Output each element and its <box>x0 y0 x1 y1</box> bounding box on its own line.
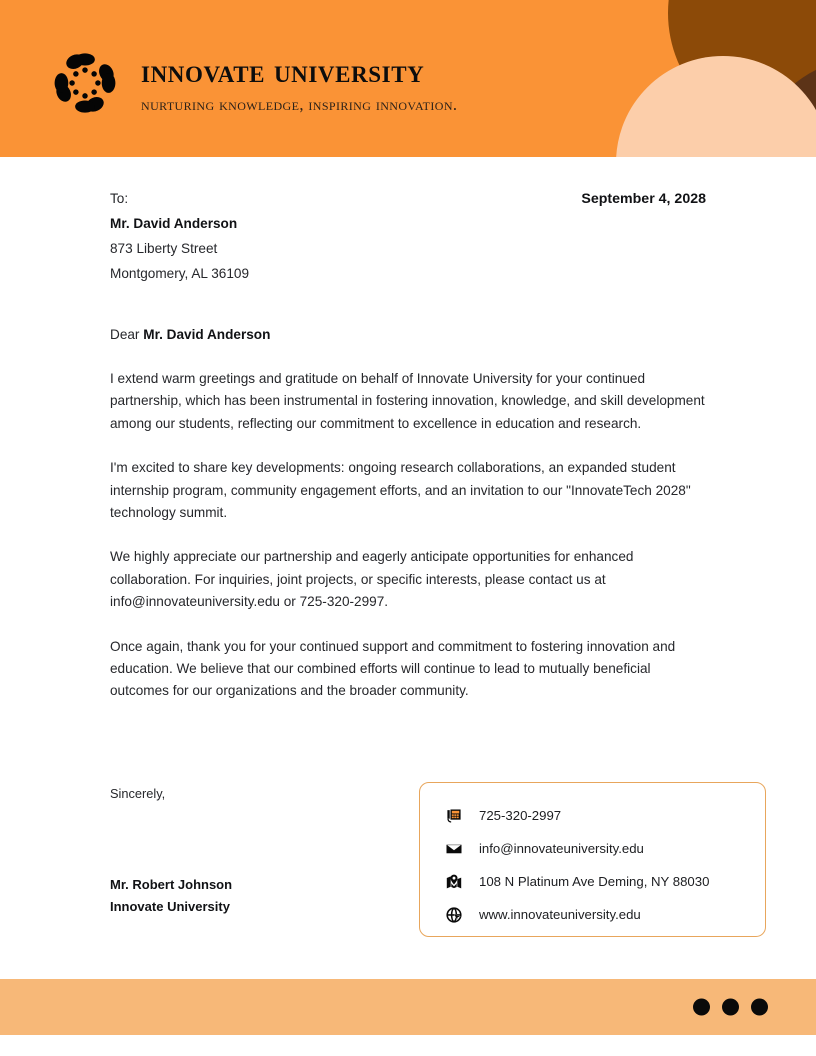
recipient-address-block <box>110 186 249 286</box>
organization-title: innovate university <box>141 53 425 90</box>
salutation <box>110 324 706 346</box>
closing-text: Sincerely, <box>110 786 166 801</box>
recipient-address-line-1: 873 Liberty Street <box>110 241 218 256</box>
contact-row-address <box>444 865 765 898</box>
letter-date: September 4, 2028 <box>581 191 706 207</box>
brand-text-block <box>141 51 457 116</box>
letter-paragraph-1: I extend warm greetings and gratitude on behalf of Innovate University for your continued partnership, which has been instrumental in fostering innovation, knowledge, and skill development among our students, reflecting our commitment to excellence in education and research. <box>110 371 705 431</box>
letterhead-header <box>0 0 816 157</box>
signer-name: Mr. Robert Johnson <box>110 877 233 892</box>
globe-cursor-icon <box>444 905 463 924</box>
contact-row-phone <box>444 799 765 832</box>
brand-lockup <box>47 45 457 121</box>
signature-block <box>110 874 232 918</box>
letter-paragraph-3: We highly appreciate our partnership and eagerly anticipate opportunities for enhanced collaboration. For inquiries, joint projects, or specific interests, please contact us at info@innovateuniversity.edu or 725-320-2997. <box>110 549 634 610</box>
canvas-ring-logo-icon <box>47 45 123 121</box>
footer-dot-group <box>693 999 768 1016</box>
contact-row-website <box>444 898 765 931</box>
letter-paragraph-2: I'm excited to share key developments: ongoing research collaborations, an expanded student internship program, community engagement efforts, and an invitation to our "InnovateTech 2028" technology summit. <box>110 460 691 521</box>
contact-phone-value[interactable]: 725-320-2997 <box>479 807 562 823</box>
footer-dot-1 <box>693 999 710 1016</box>
letterhead-footer <box>0 979 816 1035</box>
salutation-name: Mr. David Anderson <box>143 327 271 342</box>
organization-tagline: nurturing knowledge, inspiring innovation. <box>141 94 458 114</box>
desk-phone-icon <box>444 806 463 825</box>
letter-paragraph-4: Once again, thank you for your continued support and commitment to fostering innovation and education. We believe that our combined efforts will continue to lead to mutually beneficial outcomes for our organizations and the broader community. <box>110 638 676 699</box>
contact-website-value[interactable]: www.innovateuniversity.edu <box>479 906 641 922</box>
contact-email-value[interactable]: info@innovateuniversity.edu <box>479 840 644 856</box>
map-pin-icon <box>444 872 463 891</box>
footer-dot-3 <box>751 999 768 1016</box>
contact-row-email <box>444 832 765 865</box>
to-label: To: <box>110 191 129 206</box>
recipient-address-line-2: Montgomery, AL 36109 <box>110 266 250 281</box>
signer-organization: Innovate University <box>110 899 230 914</box>
salutation-prefix: Dear <box>110 327 144 342</box>
contact-address-value: 108 N Platinum Ave Deming, NY 88030 <box>479 873 710 889</box>
footer-dot-2 <box>722 999 739 1016</box>
envelope-icon <box>444 839 463 858</box>
recipient-and-date-row <box>110 186 706 286</box>
contact-info-box <box>419 782 766 937</box>
letter-body <box>110 186 706 703</box>
recipient-name: Mr. David Anderson <box>110 216 238 231</box>
